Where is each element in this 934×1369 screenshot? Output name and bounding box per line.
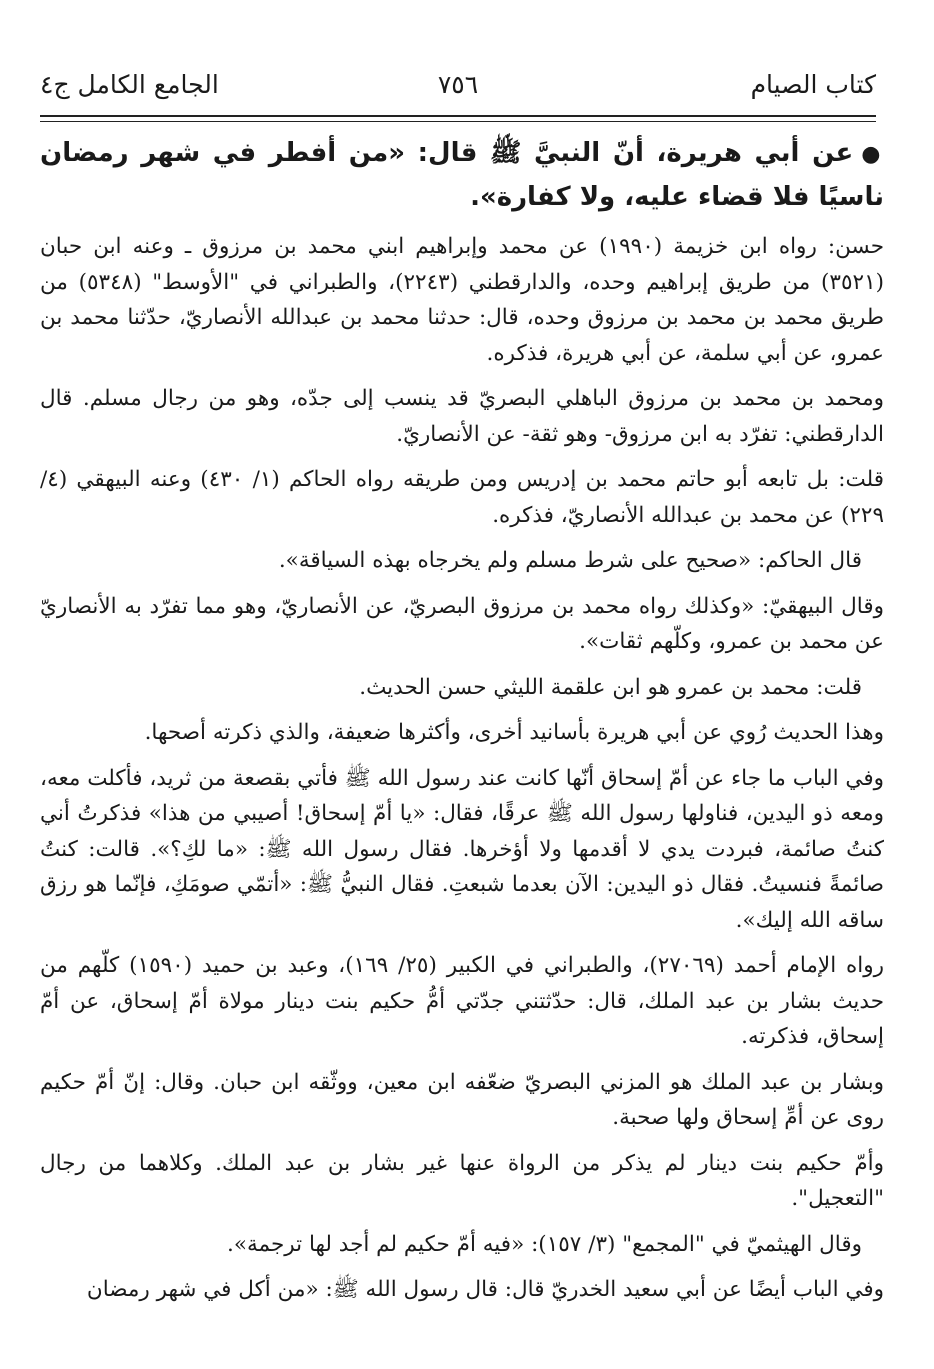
- bullet-icon: ●: [861, 142, 885, 167]
- page-body: [40, 132, 884, 1361]
- page-number: ٧٥٦: [437, 70, 479, 99]
- book-title: كتاب الصيام: [750, 70, 876, 99]
- volume-label: الجامع الكامل ج٤: [40, 70, 219, 99]
- paragraph-abu-said: وفي الباب أيضًا عن أبي سعيد الخدريّ قال: قال رسول الله ﷺ: «من أكل في شهر رمضان: [86, 1277, 884, 1302]
- hadith-body: عن أبي هريرة، أنّ النبيَّ ﷺ قال: «من أفطر في شهر رمضان ناسيًا فلا قضاء عليه، ولا كفارة».: [40, 138, 884, 212]
- paragraph-haythami-quote: وقال الهيثميّ في "المجمع" (٣/ ١٥٧): «فيه أمّ حكيم لم أجد لها ترجمة».: [227, 1231, 862, 1257]
- paragraph-bashshar-note: وبشار بن عبد الملك هو المزني البصريّ ضعّفه ابن معين، ووثّقه ابن حبان. وقال: إنّ أمّ حكيم روى عن أمِّ إسحاق ولها صحبة.: [40, 1069, 884, 1130]
- paragraph-hakim-quote: قال الحاكم: «صحيح على شرط مسلم ولم يخرجاه بهذه السياقة».: [278, 548, 862, 573]
- paragraph-umm-ishaq-hadith: وفي الباب ما جاء عن أمّ إسحاق أنّها كانت عند رسول الله ﷺ فأتي بقصعة من ثريد، فأكلت معه، ومعه ذو اليدين، فناولها رسول الله ﷺ عرقًا، فقال: «يا أمّ إسحاق! أصيبي من هذا» فذكرتُ أني كنتُ صائمة، فبردت يدي لا أقدمها ولا أؤخرها. فقال رسول الله ﷺ: «ما لكِ؟». قالت: كنتُ صائمةً فنسيتُ. فقال ذو اليدين: الآن بعدما شبعتِ. فقال النبيُّ ﷺ: «أتمّي صومَكِ، فإنّما هو رزق ساقه الله إليك».: [40, 765, 884, 933]
- header-rule-thin: [40, 121, 876, 122]
- paragraph-mutabaah: قلت: بل تابعه أبو حاتم محمد بن إدريس ومن طريقه رواه الحاكم (١/ ٤٣٠) وعنه البيهقي (٤/ ٢٢٩) عن محمد بن عبدالله الأنصاريّ، فذكره.: [40, 467, 884, 528]
- hadith-text: [40, 132, 884, 219]
- paragraph-takhrij: حسن: رواه ابن خزيمة (١٩٩٠) عن محمد وإبراهيم ابني محمد بن مرزوق ـ وعنه ابن حبان (٣٥٢١) من طريق إبراهيم وحده، والدارقطني (٢٢٤٣)، والطبراني في "الأوسط" (٥٣٤٨) من طريق محمد بن محمد بن مرزوق وحده، قال: حدثنا محمد بن عبدالله الأنصاريّ، حدّثنا محمد بن عمرو، عن أبي سلمة، عن أبي هريرة، فذكره.: [40, 234, 885, 366]
- paragraph-umm-ishaq-takhrij: رواه الإمام أحمد (٢٧٠٦٩)، والطبراني في الكبير (٢٥/ ١٦٩)، وعبد بن حميد (١٥٩٠) كلّهم من حديث بشار بن عبد الملك، قال: حدّثتني جدّتي أمُّ حكيم بنت دينار مولاة أمّ إسحاق، عن أمّ إسحاق، فذكرته.: [40, 953, 885, 1049]
- paragraph-other-chains: وهذا الحديث رُوي عن أبي هريرة بأسانيد أخرى، وأكثرها ضعيفة، والذي ذكرته أصحها.: [144, 720, 884, 745]
- paragraph-narrator-note: ومحمد بن محمد بن مرزوق الباهلي البصريّ قد ينسب إلى جدّه، وهو من رجال مسلم. قال الدارقطني: تفرّد به ابن مرزوق- وهو ثقة- عن الأنصاريّ.: [40, 386, 884, 447]
- page-header: [40, 62, 876, 112]
- paragraph-umm-hakim-note: وأمّ حكيم بنت دينار لم يذكر من الرواة عنها غير بشار بن عبد الملك. وكلاهما من رجال "التعجيل".: [40, 1150, 884, 1211]
- paragraph-bayhaqi-quote: وقال البيهقيّ: «وكذلك رواه محمد بن مرزوق البصريّ، عن الأنصاريّ، وهو مما تفرّد به الأنصاريّ عن محمد بن عمرو، وكلّهم ثقات».: [40, 593, 884, 654]
- paragraph-narrator-grade: قلت: محمد بن عمرو هو ابن علقمة الليثي حسن الحديث.: [359, 674, 862, 700]
- header-rule-thick: [40, 115, 876, 117]
